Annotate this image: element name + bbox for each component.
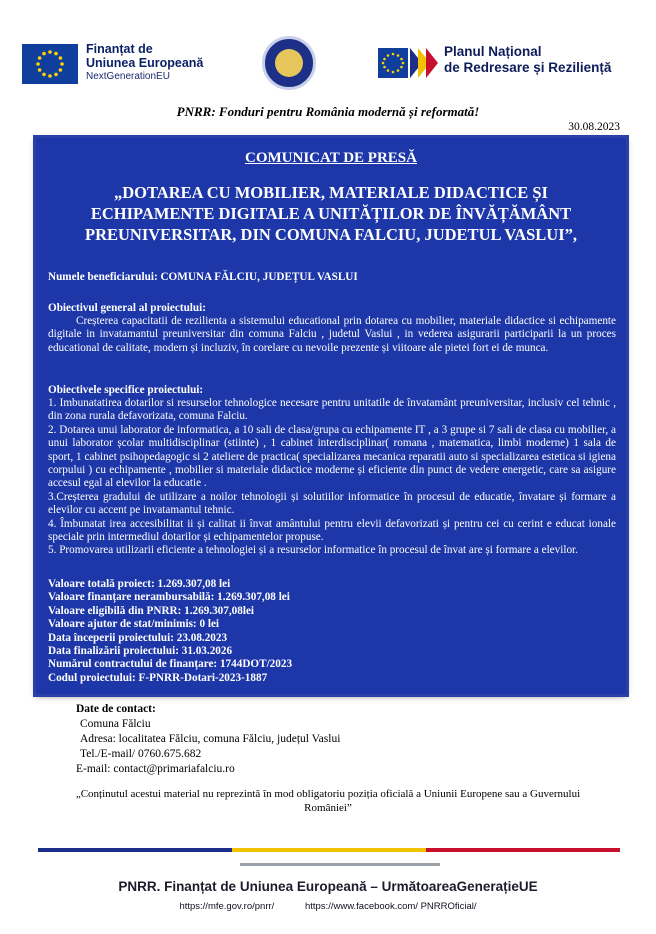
pnrr-logo [378, 44, 438, 84]
fact-state-aid-value: Valoare ajutor de stat/minimis: 0 lei [48, 618, 220, 631]
link-facebook[interactable]: https://www.facebook.com/ PNRROficial/ [304, 901, 477, 912]
document-date: 30.08.2023 [568, 121, 620, 133]
fact-contract-number: Numărul contractului de finanțare: 1744DOT/2023 [48, 658, 293, 671]
project-facts [48, 578, 616, 685]
beneficiary-line: Numele beneficiarului: COMUNA FĂLCIU, JUDEȚUL VASLUI [48, 271, 358, 283]
general-objective-text: Creșterea capacitatii de rezilienta a sistemului educational prin dotarea cu mobilier, materiale didactice si echipamente digitale in invatamantul preuniversitar din comuna Falciu , judetul Vaslui , in vederea asigurarii participarii la un proces educational de calitate, modern și incluziv, în corelare cu nevoile prezente și viitoare ale pietei fort ei de munca. [48, 315, 616, 354]
coat-of-arms-icon [275, 49, 303, 77]
fact-eligible-value: Valoare eligibilă din PNRR: 1.269.307,08lei [48, 604, 255, 617]
fact-total-value: Valoare totală proiect: 1.269.307,08 lei [48, 578, 231, 590]
contact-address: Adresa: localitatea Fălciu, comuna Fălciu, județul Vaslui [80, 733, 341, 745]
footer-title: PNRR. Finanțat de Uniunea Europeană – UrmătoareaGenerațieUE [118, 879, 538, 894]
project-title: „DOTAREA CU MOBILIER, MATERIALE DIDACTICE ȘI ECHIPAMENTE DIGITALE A UNITĂȚILOR DE ÎNVĂȚĂMÂNT PREUNIVERSITAR, DIN COMUNA FALCIU, JUDETUL VASLUI”, [84, 183, 578, 244]
tricolor-stripe [38, 839, 620, 843]
contact-heading: Date de contact: [76, 703, 156, 715]
specific-objective-item: 2. Dotarea unui laborator de informatica, a 10 sali de clasa/grupa cu echipamente IT , a 3 grupe si 7 sali de clasa cu mobilier, a unui laborator școlar multidisciplinar (stiinte) , 1 cabinet interdisciplinar( romana , matematica, limbi moderne) 1 sala de sport, 1 cabinet psihopedagogic si 2 ateliere de practica( specializarea mecanica reparatii auto si specializarea estetica si igiena corpului ) cu echipamente , mobilier si materiale didactice moderne și eficiente din punct de vedere energetic, care sa asigure accesul egal al elevilor la educatie . [48, 423, 616, 490]
eu-funding-label [86, 42, 203, 84]
pnrr-label [444, 44, 611, 76]
eu-flag-logo [22, 44, 78, 84]
fact-end-date: Data finalizării proiectului: 31.03.2026 [48, 645, 233, 658]
contact-email[interactable]: E-mail: contact@primariafalciu.ro [76, 763, 235, 775]
contact-block [76, 702, 340, 777]
press-release-panel [36, 138, 626, 694]
specific-objective-item: 3.Creșterea gradului de utilizare a noilor tehnologii și solutiilor informatice în procesul de educatie, învatare și formare a elevilor cu accent pe invatamantul tehnic. [48, 490, 616, 517]
specific-objective-item: 5. Promovarea utilizarii eficiente a tehnologiei și a resurselor informatice în procesul de învat are și formare a elevilor. [48, 544, 578, 557]
press-release-heading: COMUNICAT DE PRESĂ [245, 150, 417, 166]
fact-project-code: Codul proiectului: F-PNRR-Dotari-2023-1887 [48, 671, 268, 684]
government-seal-logo [262, 36, 316, 90]
pnrr-line-1: Planul Național [444, 44, 542, 59]
specific-objective-item: 4. Îmbunatat irea accesibilitat ii și calitat ii învat amântului pentru elevii defavorizati și pentru cei cu cerint e educat ionale speciale prin intermediul dotarilor și echipamentelor propuse. [48, 517, 616, 544]
contact-phone: Tel./E-mail/ 0760.675.682 [80, 748, 202, 760]
fact-nonrefundable-value: Valoare finanțare nerambursabilă: 1.269.307,08 lei [48, 591, 290, 604]
tagline: PNRR: Fonduri pentru România modernă și reformată! [176, 104, 480, 119]
footer-divider [240, 863, 440, 866]
footer-links [0, 901, 656, 912]
pnrr-line-2: de Redresare și Reziliență [444, 60, 612, 75]
general-objective-heading: Obiectivul general al proiectului: [48, 302, 206, 314]
specific-objectives-heading: Obiectivele specifice proiectului: [48, 384, 204, 396]
specific-objective-item: 1. Imbunatatirea dotarilor si resurselor tehnologice necesare pentru unitatile de învatamânt preuniversitar, inclusiv cel tehnic , din zona rurala defavorizata, comuna Falciu. [48, 397, 616, 423]
eu-line-1: Finanțat de [86, 42, 153, 56]
specific-objectives-list [48, 397, 616, 558]
contact-name: Comuna Fălciu [80, 718, 151, 730]
eu-line-2: Uniunea Europeană [86, 56, 204, 70]
link-mfe[interactable]: https://mfe.gov.ro/pnrr/ [179, 901, 275, 912]
fact-start-date: Data începerii proiectului: 23.08.2023 [48, 631, 228, 644]
eu-line-3: NextGenerationEU [86, 71, 170, 82]
disclaimer: „Conținutul acestui material nu reprezintă în mod obligatoriu poziția oficială a Uniunii Europene sau a Guvernului României” [75, 788, 581, 814]
